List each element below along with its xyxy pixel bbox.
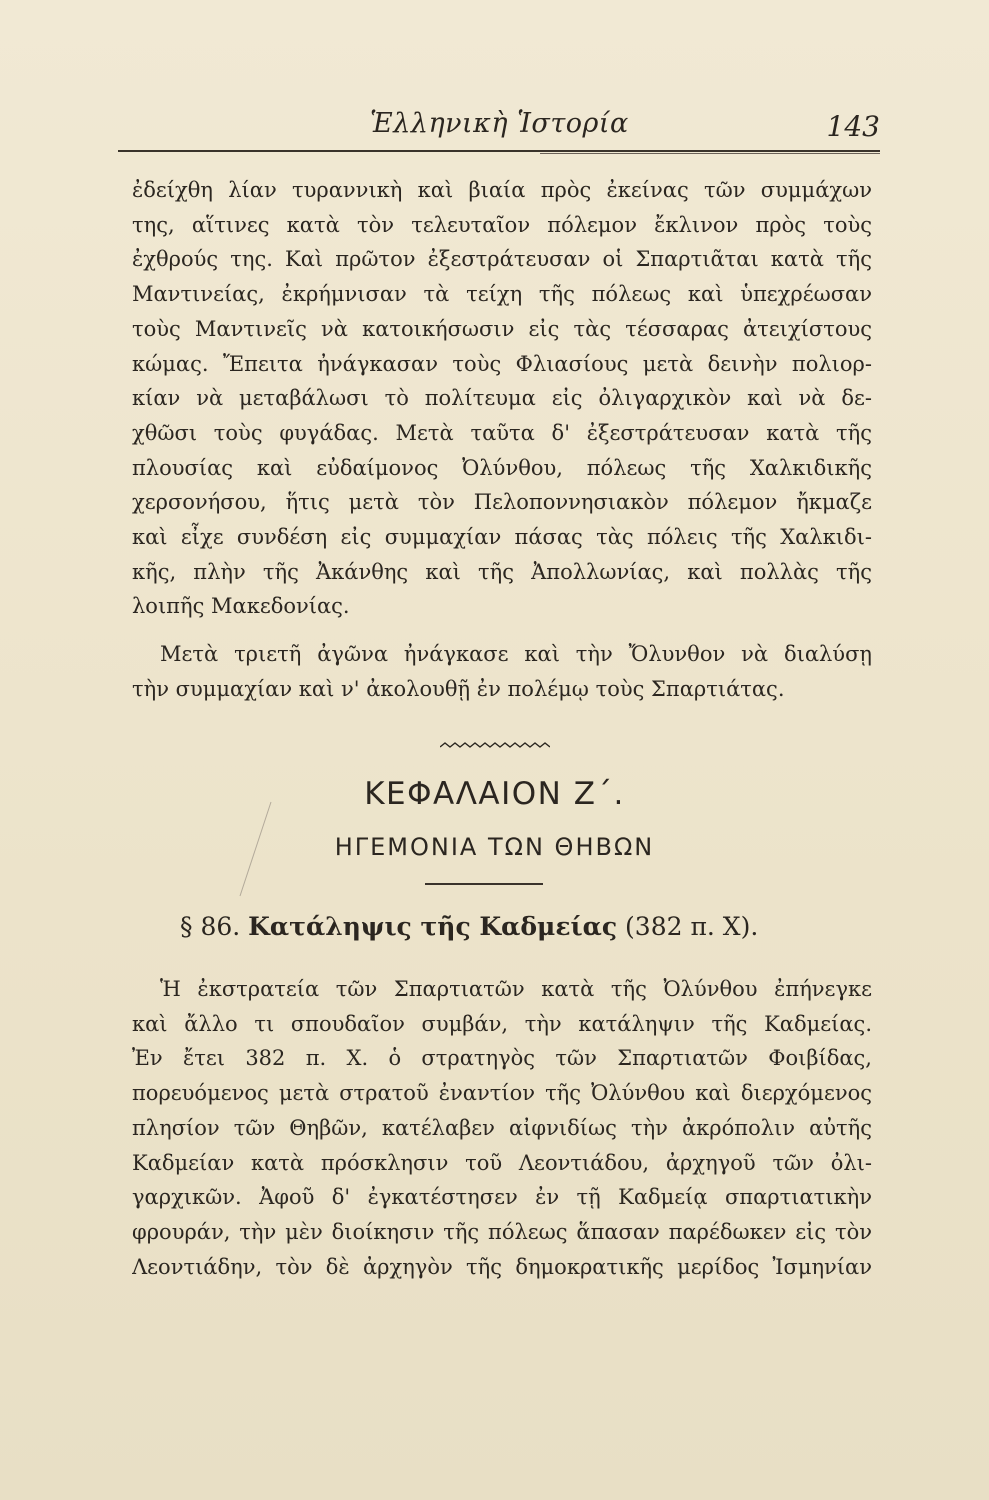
text-line: καὶ ἄλλο τι σπουδαῖον συμβάν, τὴν κατάληψιν τῆς Καδμείας. — [132, 1011, 872, 1036]
text-line: ἐδείχθη λίαν τυραννικὴ καὶ βιαία πρὸς ἐκείνας τῶν συμμάχων — [132, 178, 872, 202]
text-line: τοὺς Μαντινεῖς νὰ κατοικήσωσιν εἰς τὰς τέσσαρας ἀτειχίστους — [132, 316, 872, 341]
text-line: Μετὰ τριετῆ ἀγῶνα ἠνάγκασε καὶ τὴν Ὄλυνθον νὰ διαλύσῃ — [160, 642, 872, 666]
text-line: χθῶσι τοὺς φυγάδας. Μετὰ ταῦτα δ' ἐξεστράτευσαν κατὰ τῆς — [132, 420, 872, 445]
page-header — [120, 108, 880, 148]
section-number: § 86. — [180, 912, 241, 941]
chapter-rule — [425, 883, 543, 885]
text-line: γαρχικῶν. Ἀφοῦ δ' ἐγκατέστησεν ἐν τῇ Καδμείᾳ σπαρτιατικὴν — [132, 1185, 872, 1210]
paragraph-3 — [132, 972, 872, 1284]
text-line: φρουράν, τὴν μὲν διοίκησιν τῆς πόλεως ἅπασαν παρέδωκεν εἰς τὸν — [132, 1219, 872, 1244]
text-line: λοιπῆς Μακεδονίας. — [132, 594, 350, 619]
text-line: κίαν νὰ μεταβάλωσι τὸ πολίτευμα εἰς ὀλιγαρχικὸν καὶ νὰ δε- — [132, 386, 872, 411]
text-line: της, αἵτινες κατὰ τὸν τελευταῖον πόλεμον ἔκλινον πρὸς τοὺς — [132, 212, 872, 237]
header-rule-secondary — [540, 153, 880, 154]
section-date: (382 π. Χ). — [625, 912, 759, 941]
running-title: Ἑλληνικὴ Ἱστορία — [370, 108, 629, 139]
text-line: ἐχθρούς της. Καὶ πρῶτον ἐξεστράτευσαν οἱ Σπαρτιᾶται κατὰ τῆς — [132, 247, 872, 272]
text-line: πλουσίας καὶ εὐδαίμονος Ὀλύνθου, πόλεως τῆς Χαλκιδικῆς — [132, 455, 872, 480]
text-line: Ἐν ἔτει 382 π. Χ. ὁ στρατηγὸς τῶν Σπαρτιατῶν Φοιβίδας, — [132, 1046, 872, 1071]
text-line: Λεοντιάδην, τὸν δὲ ἀρχηγὸν τῆς δημοκρατικῆς μερίδος Ἰσμηνίαν — [132, 1254, 872, 1279]
header-rule — [118, 150, 880, 152]
text-line: Ἡ ἐκστρατεία τῶν Σπαρτιατῶν κατὰ τῆς Ὀλύνθου ἐπήνεγκε — [160, 977, 872, 1001]
text-line: τὴν συμμαχίαν καὶ ν' ἀκολουθῇ ἐν πολέμῳ τοὺς Σπαρτιάτας. — [132, 676, 785, 701]
page-number: 143 — [826, 110, 880, 143]
section-title: Κατάληψις τῆς Καδμείας — [248, 912, 618, 941]
text-line: Μαντινείας, ἐκρήμνισαν τὰ τείχη τῆς πόλεως καὶ ὑπεχρέωσαν — [132, 282, 872, 307]
paragraph-2 — [132, 637, 872, 706]
text-line: κώμας. Ἔπειτα ἠνάγκασαν τοὺς Φλιασίους μετὰ δεινὴν πολιορ- — [132, 351, 872, 376]
chapter-title: ΚΕΦΑΛΑΙΟΝ Ζ΄. — [364, 776, 625, 812]
wavy-ornament — [440, 740, 550, 754]
text-line: κῆς, πλὴν τῆς Ἀκάνθης καὶ τῆς Ἀπολλωνίας, καὶ πολλὰς τῆς — [132, 559, 872, 584]
text-line: πορευόμενος μετὰ στρατοῦ ἐναντίον τῆς Ὀλύνθου καὶ διερχόμενος — [132, 1081, 872, 1106]
section-heading — [180, 912, 820, 941]
paragraph-1 — [132, 173, 872, 624]
text-line: καὶ εἶχε συνδέση εἰς συμμαχίαν πάσας τὰς πόλεις τῆς Χαλκιδι- — [132, 525, 872, 550]
text-line: πλησίον τῶν Θηβῶν, κατέλαβεν αἰφνιδίως τὴν ἀκρόπολιν αὐτῆς — [132, 1115, 872, 1140]
chapter-subtitle: ΗΓΕΜΟΝΙΑ ΤΩΝ ΘΗΒΩΝ — [334, 833, 655, 861]
text-line: Καδμείαν κατὰ πρόσκλησιν τοῦ Λεοντιάδου, ἀρχηγοῦ τῶν ὀλι- — [132, 1150, 872, 1175]
text-line: χερσονήσου, ἥτις μετὰ τὸν Πελοποννησιακὸν πόλεμον ἤκμαζε — [132, 490, 872, 515]
